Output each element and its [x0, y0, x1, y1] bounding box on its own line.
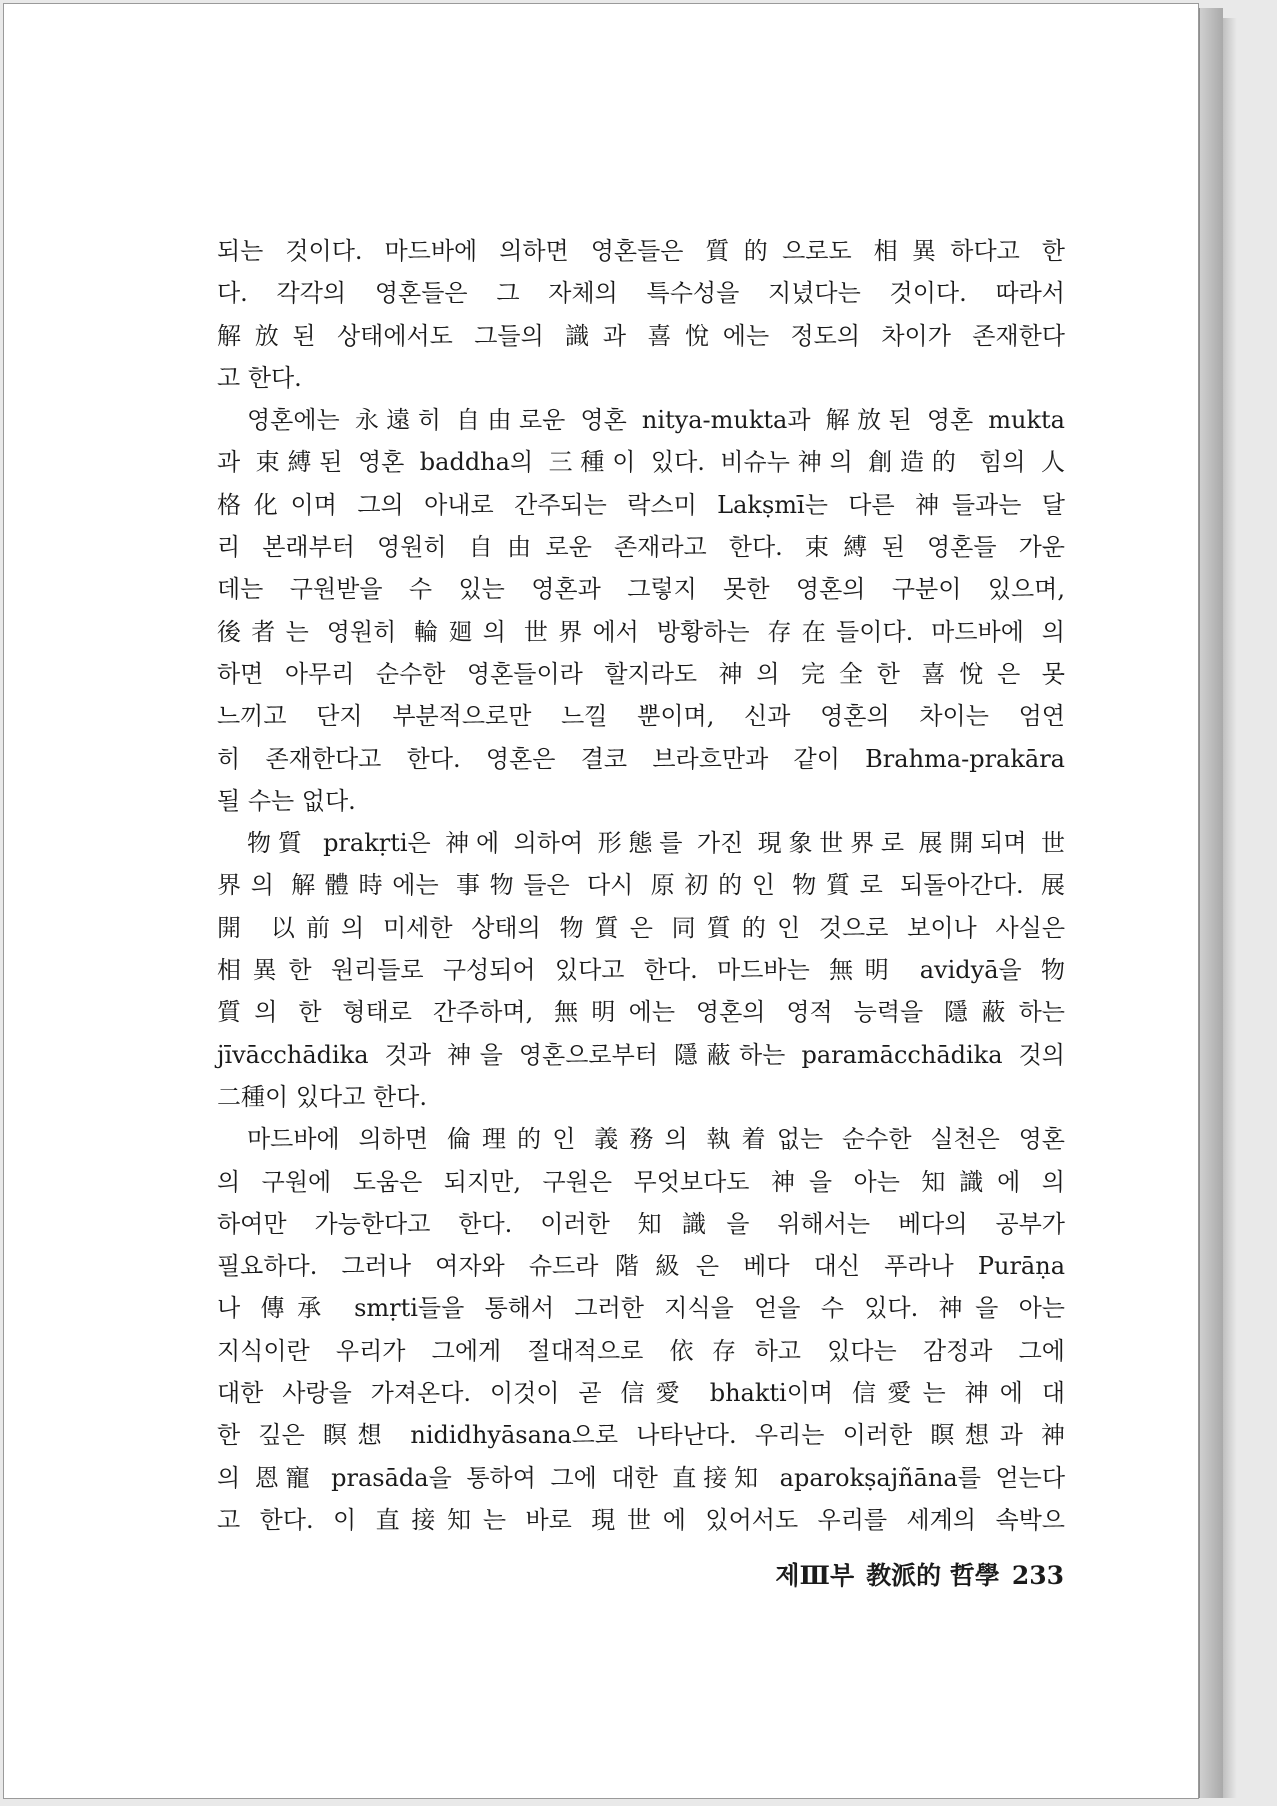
text-line: 영혼에는 永遠히 自由로운 영혼 nitya-mukta과 解放된 영혼 mukta: [247, 406, 1065, 435]
text-line: 後者는 영원히 輪廻의 世界에서 방황하는 存在들이다. 마드바에 의: [217, 617, 1065, 646]
text-line: 格化이며 그의 아내로 간주되는 락스미 Lakṣmī는 다른 神들과는 달: [217, 490, 1065, 519]
text-line: 의 구원에 도움은 되지만, 구원은 무엇보다도 神을 아는 知識에 의: [217, 1167, 1065, 1196]
text-line: 相異한 원리들로 구성되어 있다고 한다. 마드바는 無明 avidyā을 物: [217, 956, 1065, 985]
text-line: 될 수는 없다.: [217, 786, 356, 815]
footer-section-title: 教派的 哲學: [866, 1561, 1000, 1590]
text-line: 의 恩寵 prasāda을 통하여 그에 대한 直接知 aparokṣajñāna를 얻는다: [217, 1463, 1066, 1492]
text-line: 대한 사랑을 가져온다. 이것이 곧 信愛 bhakti이며 信愛는 神에 대: [217, 1379, 1065, 1408]
text-line: 필요하다. 그러나 여자와 슈드라階級은 베다 대신 푸라나 Purāṇa: [217, 1252, 1065, 1281]
text-line: 데는 구원받을 수 있는 영혼과 그렇지 못한 영혼의 구분이 있으며,: [217, 575, 1065, 604]
text-line: 質의 한 형태로 간주하며, 無明에는 영혼의 영적 능력을 隱蔽하는: [217, 998, 1065, 1027]
text-line: 界의 解體時에는 事物들은 다시 原初的인 物質로 되돌아간다. 展: [217, 871, 1065, 900]
text-line: 과 束縛된 영혼 baddha의 三種이 있다. 비슈누神의 創造的 힘의 人: [217, 448, 1065, 477]
text-line: 하여만 가능한다고 한다. 이러한 知識을 위해서는 베다의 공부가: [217, 1209, 1065, 1238]
footer-part: 제Ⅲ부: [775, 1561, 855, 1590]
paragraph-4: [217, 1118, 1065, 1541]
running-footer: [704, 1556, 1064, 1592]
paragraph-2: [217, 399, 1065, 822]
page-edge: [1199, 8, 1223, 1798]
text-line: 느끼고 단지 부분적으로만 느낄 뿐이며, 신과 영혼의 차이는 엄연: [217, 702, 1065, 731]
text-line: 한 깊은 瞑想 nididhyāsana으로 나타난다. 우리는 이러한 瞑想과 神: [217, 1421, 1065, 1450]
paragraph-3: [217, 822, 1065, 1118]
text-line: 다. 각각의 영혼들은 그 자체의 특수성을 지녔다는 것이다. 따라서: [217, 279, 1065, 308]
text-line: 二種이 있다고 한다.: [217, 1082, 427, 1111]
body-text: [217, 230, 1065, 1541]
paragraph-1: [217, 230, 1065, 399]
page-number: 233: [1011, 1561, 1064, 1590]
text-line: 리 본래부터 영원히 自由로운 존재라고 한다. 束縛된 영혼들 가운: [217, 533, 1065, 562]
text-line: 히 존재한다고 한다. 영혼은 결코 브라흐만과 같이 Brahma-prakāra: [217, 744, 1065, 773]
text-line: 나 傳承 smṛti들을 통해서 그러한 지식을 얻을 수 있다. 神을 아는: [217, 1294, 1065, 1323]
book-page: [3, 3, 1199, 1799]
text-line: 마드바에 의하면 倫理的인 義務의 執着없는 순수한 실천은 영혼: [247, 1125, 1065, 1154]
text-line: 되는 것이다. 마드바에 의하면 영혼들은 質的으로도 相異하다고 한: [217, 237, 1065, 265]
text-line: 고 한다.: [217, 363, 302, 392]
text-line: 지식이란 우리가 그에게 절대적으로 依存하고 있다는 감정과 그에: [217, 1336, 1065, 1365]
text-line: 開 以前의 미세한 상태의 物質은 同質的인 것으로 보이나 사실은: [217, 913, 1065, 942]
text-line: 物質 prakṛti은 神에 의하여 形態를 가진 現象世界로 展開되며 世: [247, 829, 1065, 858]
text-line: jīvācchādika 것과 神을 영혼으로부터 隱蔽하는 paramācchādika 것의: [217, 1040, 1065, 1069]
text-line: 解放된 상태에서도 그들의 識과 喜悅에는 정도의 차이가 존재한다: [217, 321, 1065, 350]
text-line: 하면 아무리 순수한 영혼들이라 할지라도 神의 完全한 喜悅은 못: [217, 659, 1065, 688]
page-edge-shadow: [1223, 18, 1237, 1798]
text-line: 고 한다. 이 直接知는 바로 現世에 있어서도 우리를 세계의 속박으: [217, 1505, 1065, 1534]
